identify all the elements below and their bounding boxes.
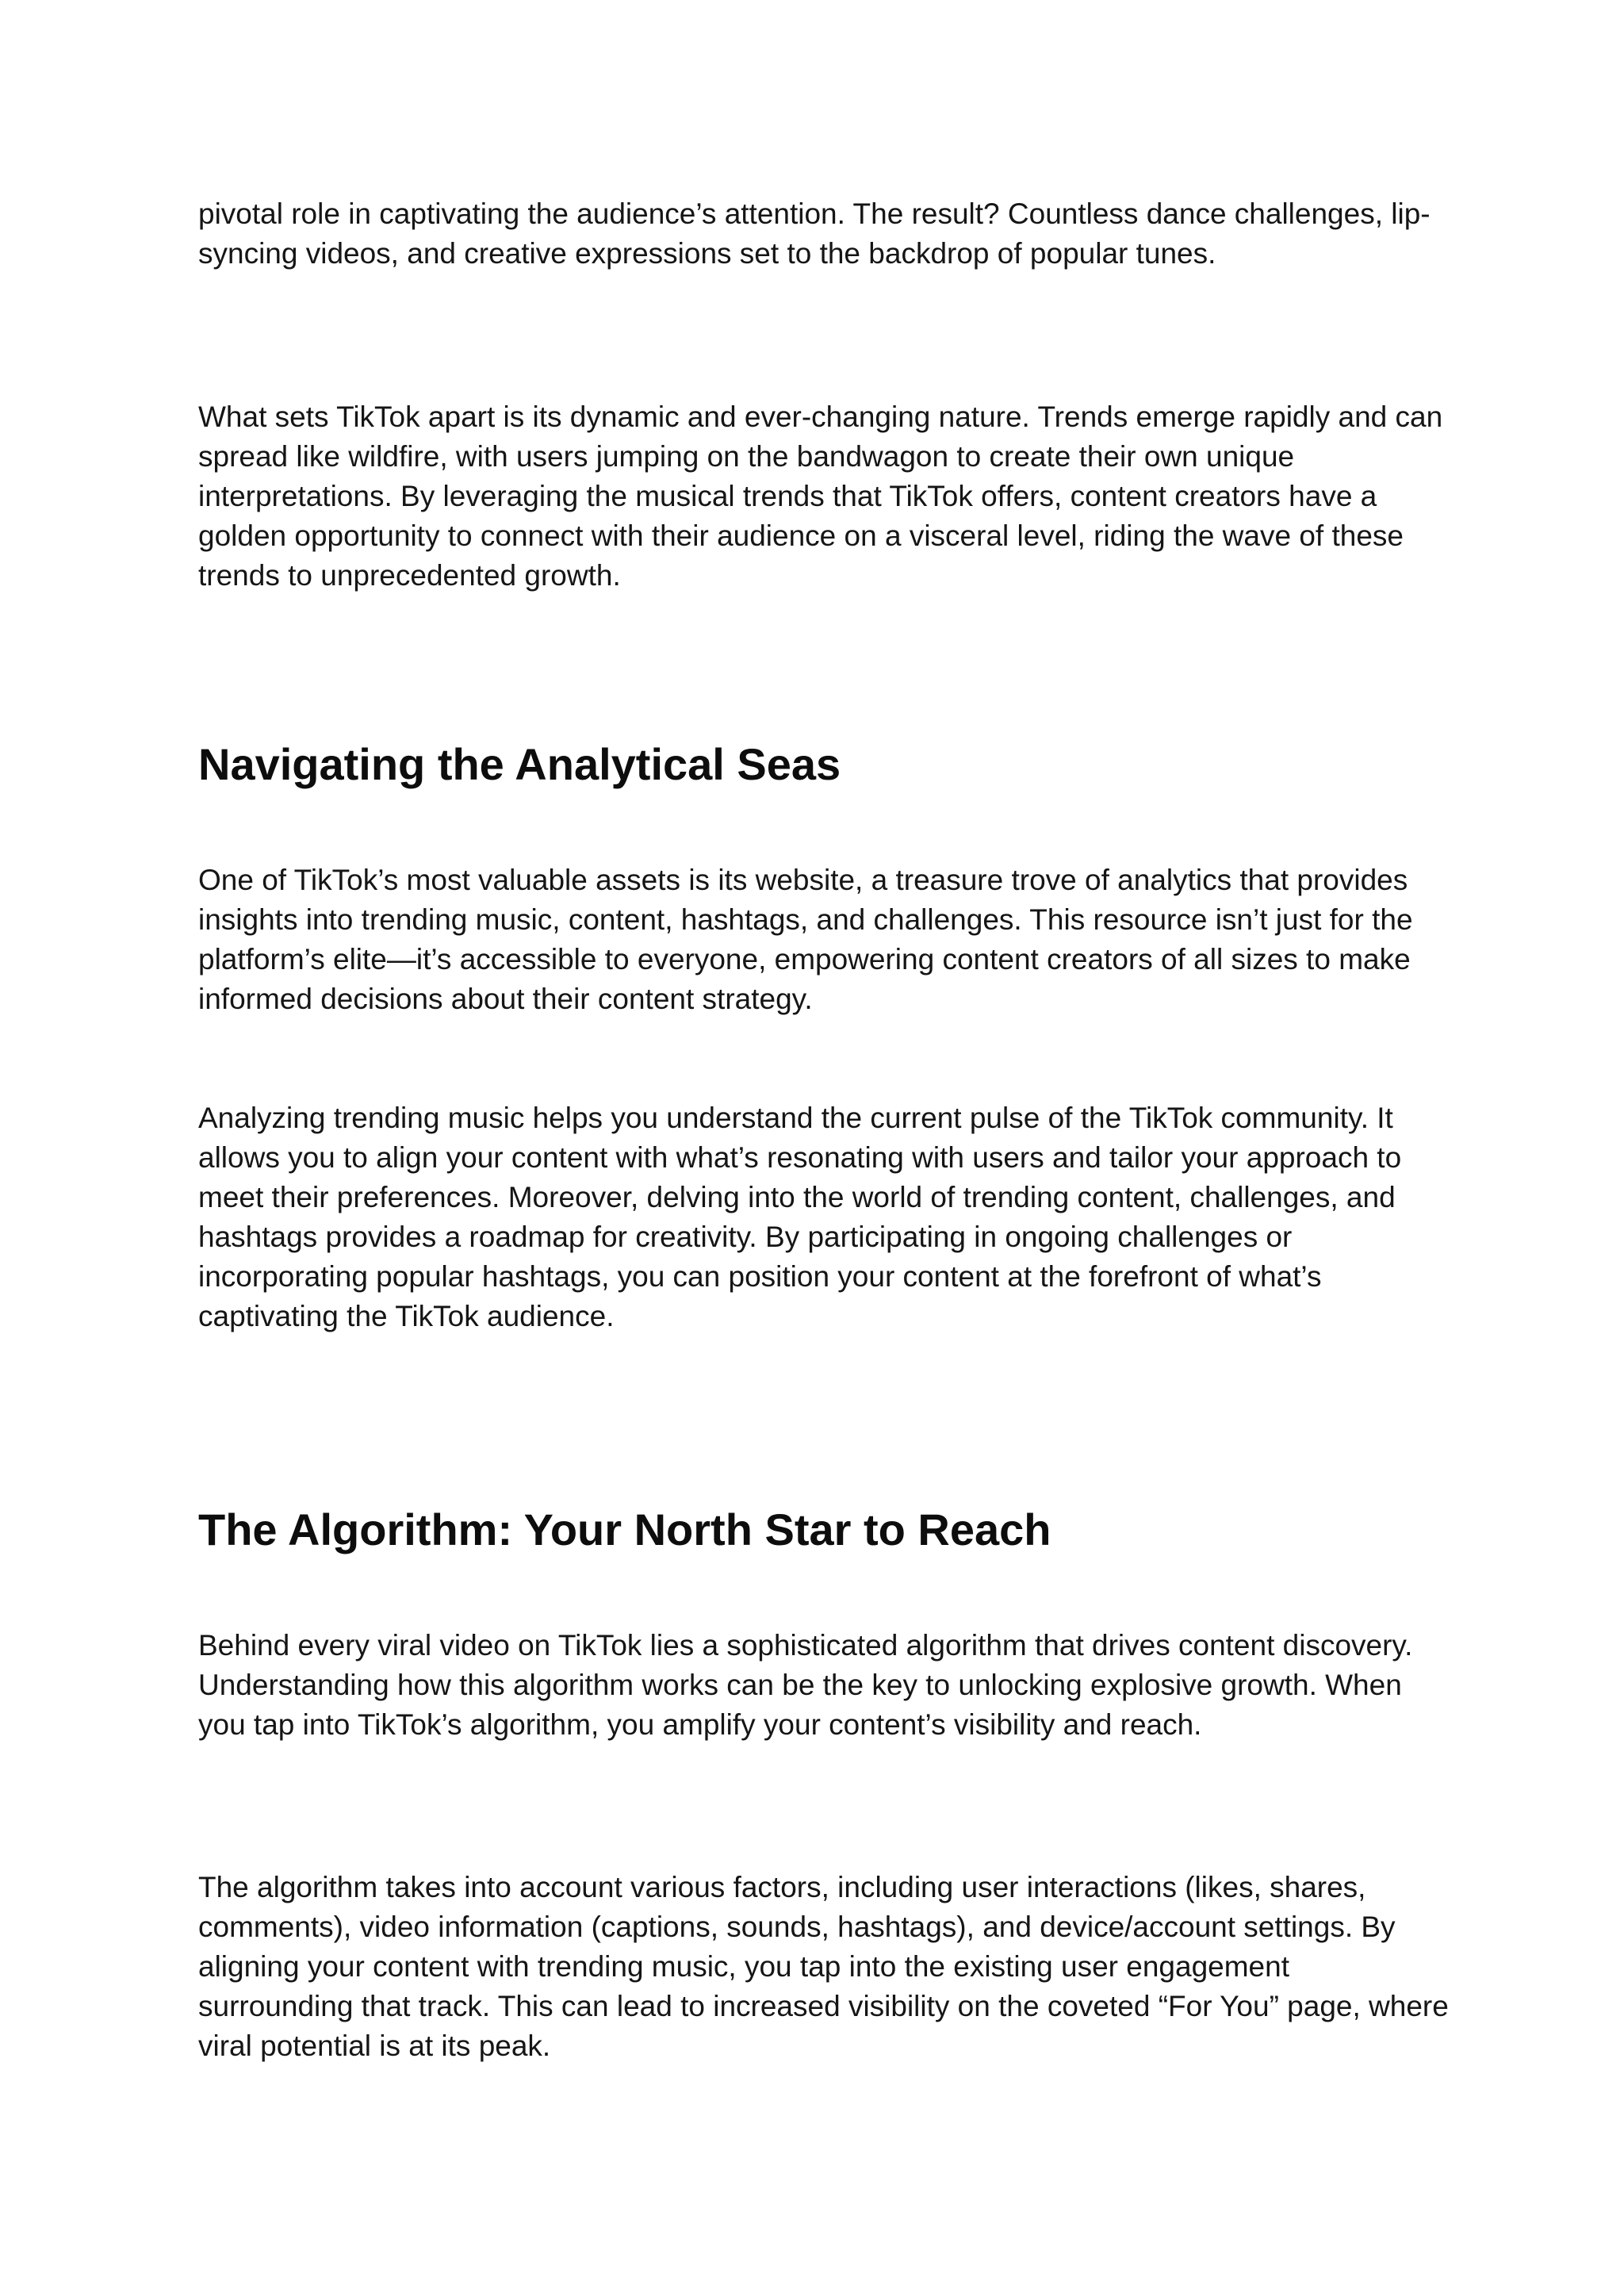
- section-heading-algorithm: [198, 1503, 1451, 1557]
- paragraph-analytics-website: [198, 861, 1451, 1019]
- paragraph-tiktok-dynamic-nature: [198, 397, 1451, 596]
- section-heading-analytical-seas: [198, 738, 1451, 792]
- paragraph-text: The algorithm takes into account various factors, including user interactions (likes, shares, comments), video information (captions, sounds, hashtags), and device/account settings. By aligning your content with trending music, you tap into the existing user engagement surrounding that track. This can lead to increased visibility on the coveted “For You” page, where viral potential is at its peak.: [198, 1871, 1449, 2062]
- paragraph-algorithm-discovery: [198, 1626, 1451, 1745]
- heading-text: The Algorithm: Your North Star to Reach: [198, 1504, 1051, 1554]
- paragraph-trending-music-analysis: [198, 1098, 1451, 1336]
- paragraph-text: Analyzing trending music helps you understand the current pulse of the TikTok community. It allows you to align your content with what’s resonating with users and tailor your approach to meet their preferences. Moreover, delving into the world of trending content, challenges, and hashtags provides a roadmap for creativity. By participating in ongoing challenges or incorporating popular hashtags, you can position your content at the forefront of what’s captivating the TikTok audience.: [198, 1102, 1402, 1332]
- paragraph-text: Behind every viral video on TikTok lies a sophisticated algorithm that drives content discovery. Understanding how this algorithm works can be the key to unlocking explosive growth. When you tap into TikTok’s algorithm, you amplify your content’s visibility and reach.: [198, 1629, 1413, 1741]
- paragraph-text: pivotal role in captivating the audience’s attention. The result? Countless dance challenges, lip-syncing videos, and creative expressions set to the backdrop of popular tunes.: [198, 197, 1431, 270]
- paragraph-text: What sets TikTok apart is its dynamic and ever-changing nature. Trends emerge rapidly and can spread like wildfire, with users jumping on the bandwagon to create their own unique interpretations. By leveraging the musical trends that TikTok offers, content creators have a golden opportunity to connect with their audience on a visceral level, riding the wave of these trends to unprecedented growth.: [198, 401, 1443, 592]
- paragraph-algorithm-factors: [198, 1868, 1451, 2066]
- heading-text: Navigating the Analytical Seas: [198, 739, 841, 789]
- paragraph-intro-continuation: [198, 194, 1451, 274]
- paragraph-text: One of TikTok’s most valuable assets is its website, a treasure trove of analytics that provides insights into trending music, content, hashtags, and challenges. This resource isn’t just for the platform’s elite—it’s accessible to everyone, empowering content creators of all sizes to make informed decisions about their content strategy.: [198, 864, 1413, 1015]
